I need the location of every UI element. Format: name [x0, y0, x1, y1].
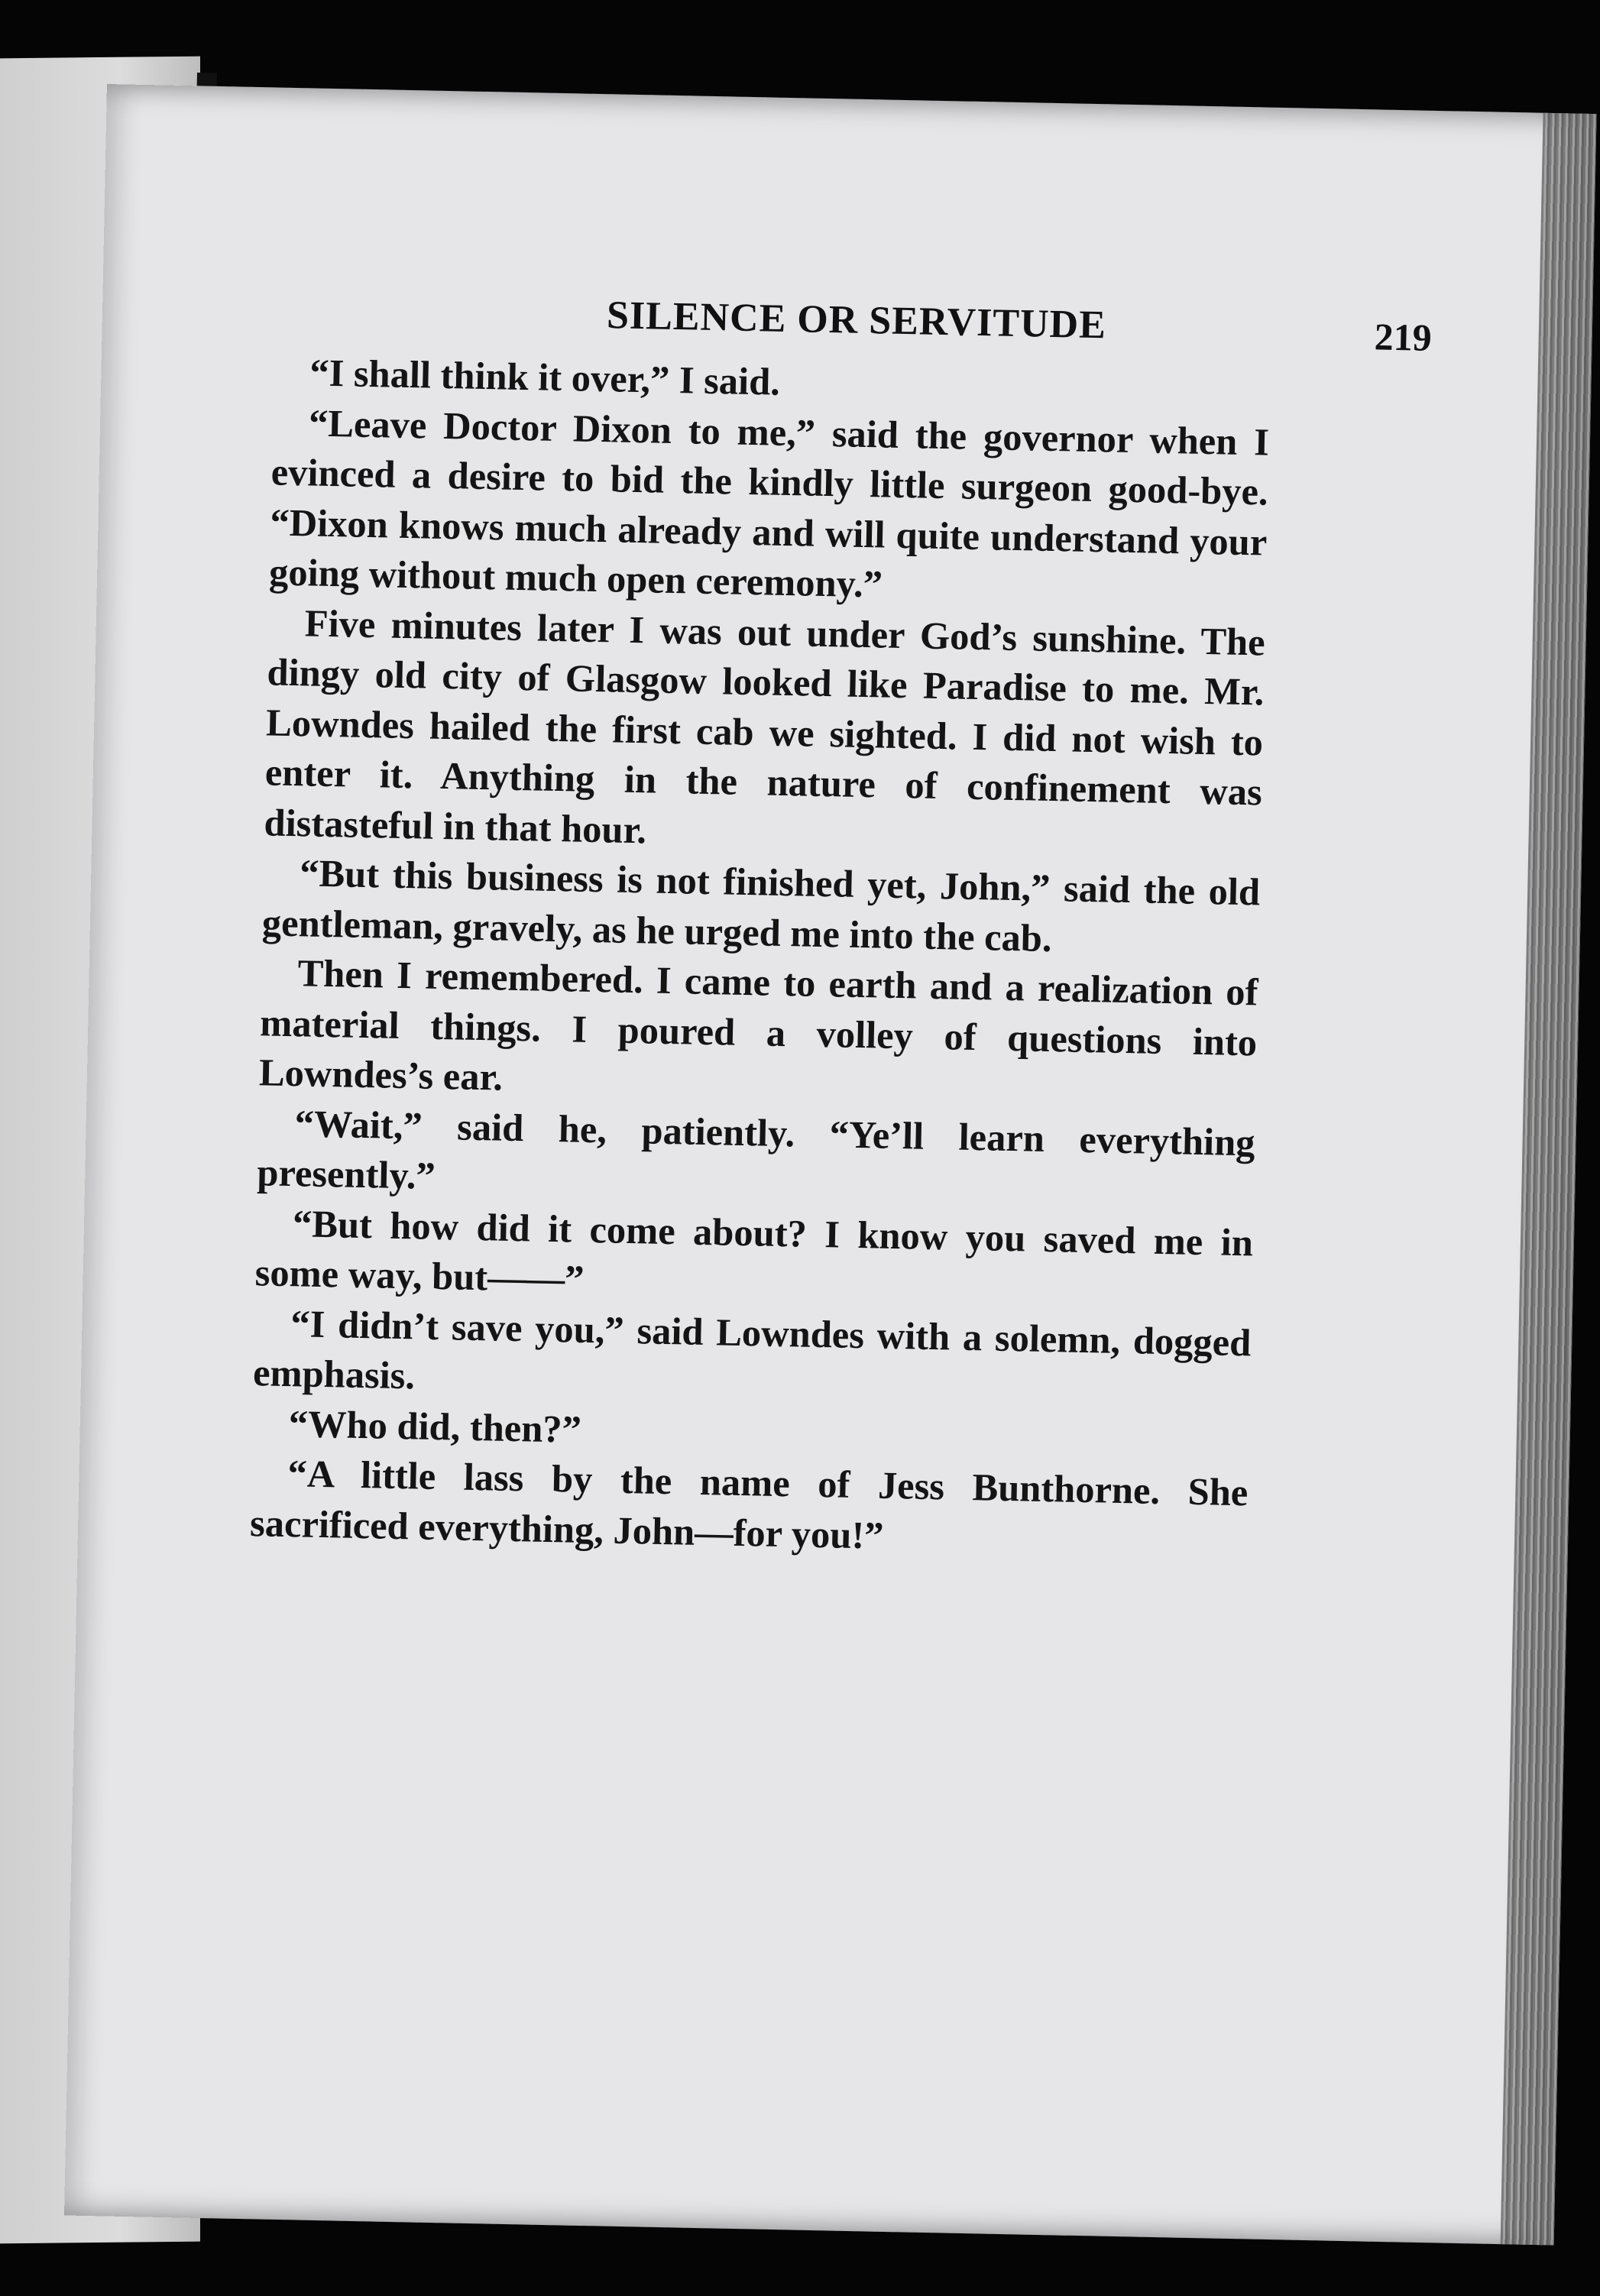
running-title: SILENCE OR SERVITUDE — [606, 293, 1107, 348]
book-page — [64, 84, 1597, 2246]
paragraph: “Wait,” said he, patiently. “Ye’ll learn everything presently.” — [256, 1101, 1256, 1197]
paragraph: Then I remembered. I came to earth and a realization of material things. I poured a volley of questions into Lowndes’s ear. — [258, 951, 1259, 1099]
page-number: 219 — [1374, 315, 1433, 359]
paragraph: “I shall think it over,” I said. — [309, 351, 781, 403]
paragraph: “But how did it come about? I know you saved me in some way, but——” — [254, 1201, 1254, 1300]
paragraph: “Leave Doctor Dixon to me,” said the governor when I evinced a desire to bid the kindly little surgeon good-bye. “Dixon knows much already and will quite understand your going without much open ceremony.” — [268, 400, 1270, 606]
page-edge — [1501, 113, 1597, 2246]
paragraph: Five minutes later I was out under God’s sunshine. The dingy old city of Glasgow looked like Paradise to me. Mr. Lowndes hailed the first cab we sighted. I did not wish to enter it. Anything in the nature of confinement was distasteful in that hour. — [264, 601, 1266, 851]
paragraph: “I didn’t save you,” said Lowndes with a solemn, dogged emphasis. — [252, 1301, 1252, 1397]
page-header — [552, 292, 1432, 363]
body-text — [250, 347, 1271, 1568]
paragraph: “Who did, then?” — [288, 1401, 582, 1451]
paragraph: “But this business is not finished yet, John,” said the old gentleman, gravely, as he urged me into the cab. — [261, 851, 1261, 960]
paragraph: “A little lass by the name of Jess Bunthorne. She sacrificed everything, John—for you!” — [249, 1452, 1249, 1557]
